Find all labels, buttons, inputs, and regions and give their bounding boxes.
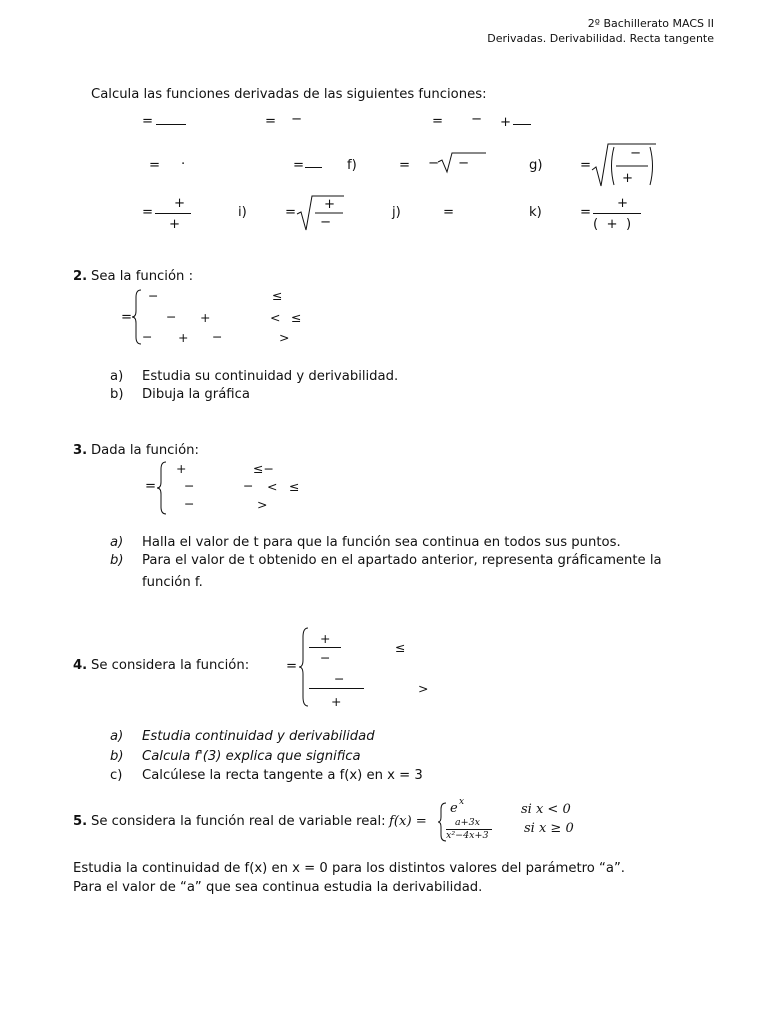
ex4-item-c-letter: c) <box>110 768 123 783</box>
header-course: 2º Bachillerato MACS II <box>587 17 714 30</box>
fraction-bar <box>156 124 186 125</box>
plus-sign: + <box>617 196 629 211</box>
fraction-bar <box>309 647 341 648</box>
ex5-title: Se considera la función real de variable real: <box>91 814 386 829</box>
minus-sign: − <box>428 156 440 171</box>
gt-sign: > <box>257 497 268 512</box>
ex2-item-a-text: Estudia su continuidad y derivabilidad. <box>142 369 399 384</box>
equals-sign: = <box>286 659 298 674</box>
left-brace-icon <box>156 461 168 515</box>
equals-sign: = <box>121 310 133 325</box>
fraction-bar <box>305 167 322 168</box>
label-i: i) <box>238 205 247 220</box>
plus-sign: + <box>200 310 211 325</box>
gt-sign: > <box>418 681 429 696</box>
ex4-item-c-text: Calcúlese la recta tangente a f(x) en x = 3 <box>142 768 423 783</box>
header-topic: Derivadas. Derivabilidad. Recta tangente <box>487 32 714 45</box>
ex5-piece2-denominator: x²−4x+3 <box>446 830 489 841</box>
plus-sign: + <box>500 115 512 130</box>
equals-sign: = <box>443 205 455 220</box>
leq-sign: ≤ <box>291 310 302 325</box>
label-g: g) <box>529 158 543 173</box>
ex4-item-a-letter: a) <box>110 729 124 744</box>
ex4-item-b-letter: b) <box>110 749 124 764</box>
minus-sign: − <box>184 496 195 511</box>
equals-sign: = <box>580 158 592 173</box>
minus-sign: − <box>166 309 177 324</box>
equals-sign: = <box>293 158 305 173</box>
dot-operator: · <box>181 157 186 172</box>
plus-sign: + <box>331 694 342 709</box>
ex5-function-name: f(x) = <box>389 814 427 829</box>
ex4-title: Se considera la función: <box>91 658 250 673</box>
minus-sign: − <box>142 329 153 344</box>
ex5-number: 5. <box>73 814 88 829</box>
ex5-piece1-condition: si x < 0 <box>521 802 571 817</box>
leq-sign: ≤ <box>289 479 300 494</box>
minus-sign: − <box>458 156 470 171</box>
ex3-number: 3. <box>73 443 88 458</box>
ex5-paragraph-2: Para el valor de “a” que sea continua estudia la derivabilidad. <box>73 880 483 895</box>
left-brace-icon <box>298 627 310 707</box>
ex2-item-a-letter: a) <box>110 369 124 384</box>
equals-sign: = <box>142 205 154 220</box>
plus-sign: + <box>169 217 181 232</box>
ex2-item-b-letter: b) <box>110 387 124 402</box>
plus-sign: + <box>324 197 336 212</box>
ex5-piece2-condition: si x ≥ 0 <box>524 821 574 836</box>
equals-sign: = <box>432 114 444 129</box>
ex3-item-a-letter: a) <box>110 535 124 550</box>
equals-sign: = <box>149 158 161 173</box>
equals-sign: = <box>580 205 592 220</box>
fraction-bar <box>155 213 191 214</box>
leq-minus: ≤− <box>253 461 274 476</box>
ex5-piece1-exponent: x <box>459 797 465 807</box>
ex4-number: 4. <box>73 658 88 673</box>
equals-sign: = <box>285 205 297 220</box>
ex5-paragraph-1: Estudia la continuidad de f(x) en x = 0 para los distintos valores del parámetro “a”. <box>73 861 625 876</box>
ex2-number: 2. <box>73 269 88 284</box>
paren-expression: ( + ) <box>593 217 632 232</box>
ex3-item-a-text: Halla el valor de t para que la función sea continua en todos sus puntos. <box>142 535 621 550</box>
minus-sign: − <box>243 478 254 493</box>
leq-sign: ≤ <box>395 640 406 655</box>
fraction-bar <box>309 688 364 689</box>
minus-sign: − <box>184 478 195 493</box>
minus-sign: − <box>334 671 345 686</box>
ex4-item-a-text: Estudia continuidad y derivabilidad <box>142 729 375 744</box>
ex2-item-b-text: Dibuja la gráfica <box>142 387 250 402</box>
fraction-bar <box>593 213 641 214</box>
equals-sign: = <box>142 114 154 129</box>
ex3-item-b-text: Para el valor de t obtenido en el apartado anterior, representa gráficamente la <box>142 553 662 568</box>
ex3-title: Dada la función: <box>91 443 199 458</box>
minus-sign: − <box>630 146 642 161</box>
ex1-intro: Calcula las funciones derivadas de las siguientes funciones: <box>91 87 487 102</box>
minus-sign: − <box>320 650 331 665</box>
label-k: k) <box>529 205 542 220</box>
ex5-piece2-numerator: a+3x <box>455 817 481 828</box>
minus-sign: − <box>291 112 303 127</box>
ex3-item-b-letter: b) <box>110 553 124 568</box>
minus-sign: − <box>212 329 223 344</box>
lt-sign: < <box>270 310 281 325</box>
plus-sign: + <box>320 631 331 646</box>
plus-sign: + <box>178 330 189 345</box>
fraction-bar <box>513 124 531 125</box>
gt-sign: > <box>279 330 290 345</box>
plus-sign: + <box>174 196 186 211</box>
ex5-piece1-base: e <box>450 801 458 816</box>
equals-sign: = <box>265 114 277 129</box>
plus-sign: + <box>176 461 187 476</box>
ex2-title: Sea la función : <box>91 269 194 284</box>
minus-sign: − <box>148 288 159 303</box>
leq-sign: ≤ <box>272 288 283 303</box>
equals-sign: = <box>145 479 157 494</box>
minus-sign: − <box>320 215 332 230</box>
minus-sign: − <box>471 112 483 127</box>
label-f: f) <box>347 158 357 173</box>
ex4-item-b-text: Calcula f'(3) explica que significa <box>142 749 361 764</box>
plus-sign: + <box>622 171 634 186</box>
lt-sign: < <box>267 479 278 494</box>
ex3-item-b-continuation: función f. <box>142 575 203 590</box>
label-j: j) <box>392 205 401 220</box>
equals-sign: = <box>399 158 411 173</box>
